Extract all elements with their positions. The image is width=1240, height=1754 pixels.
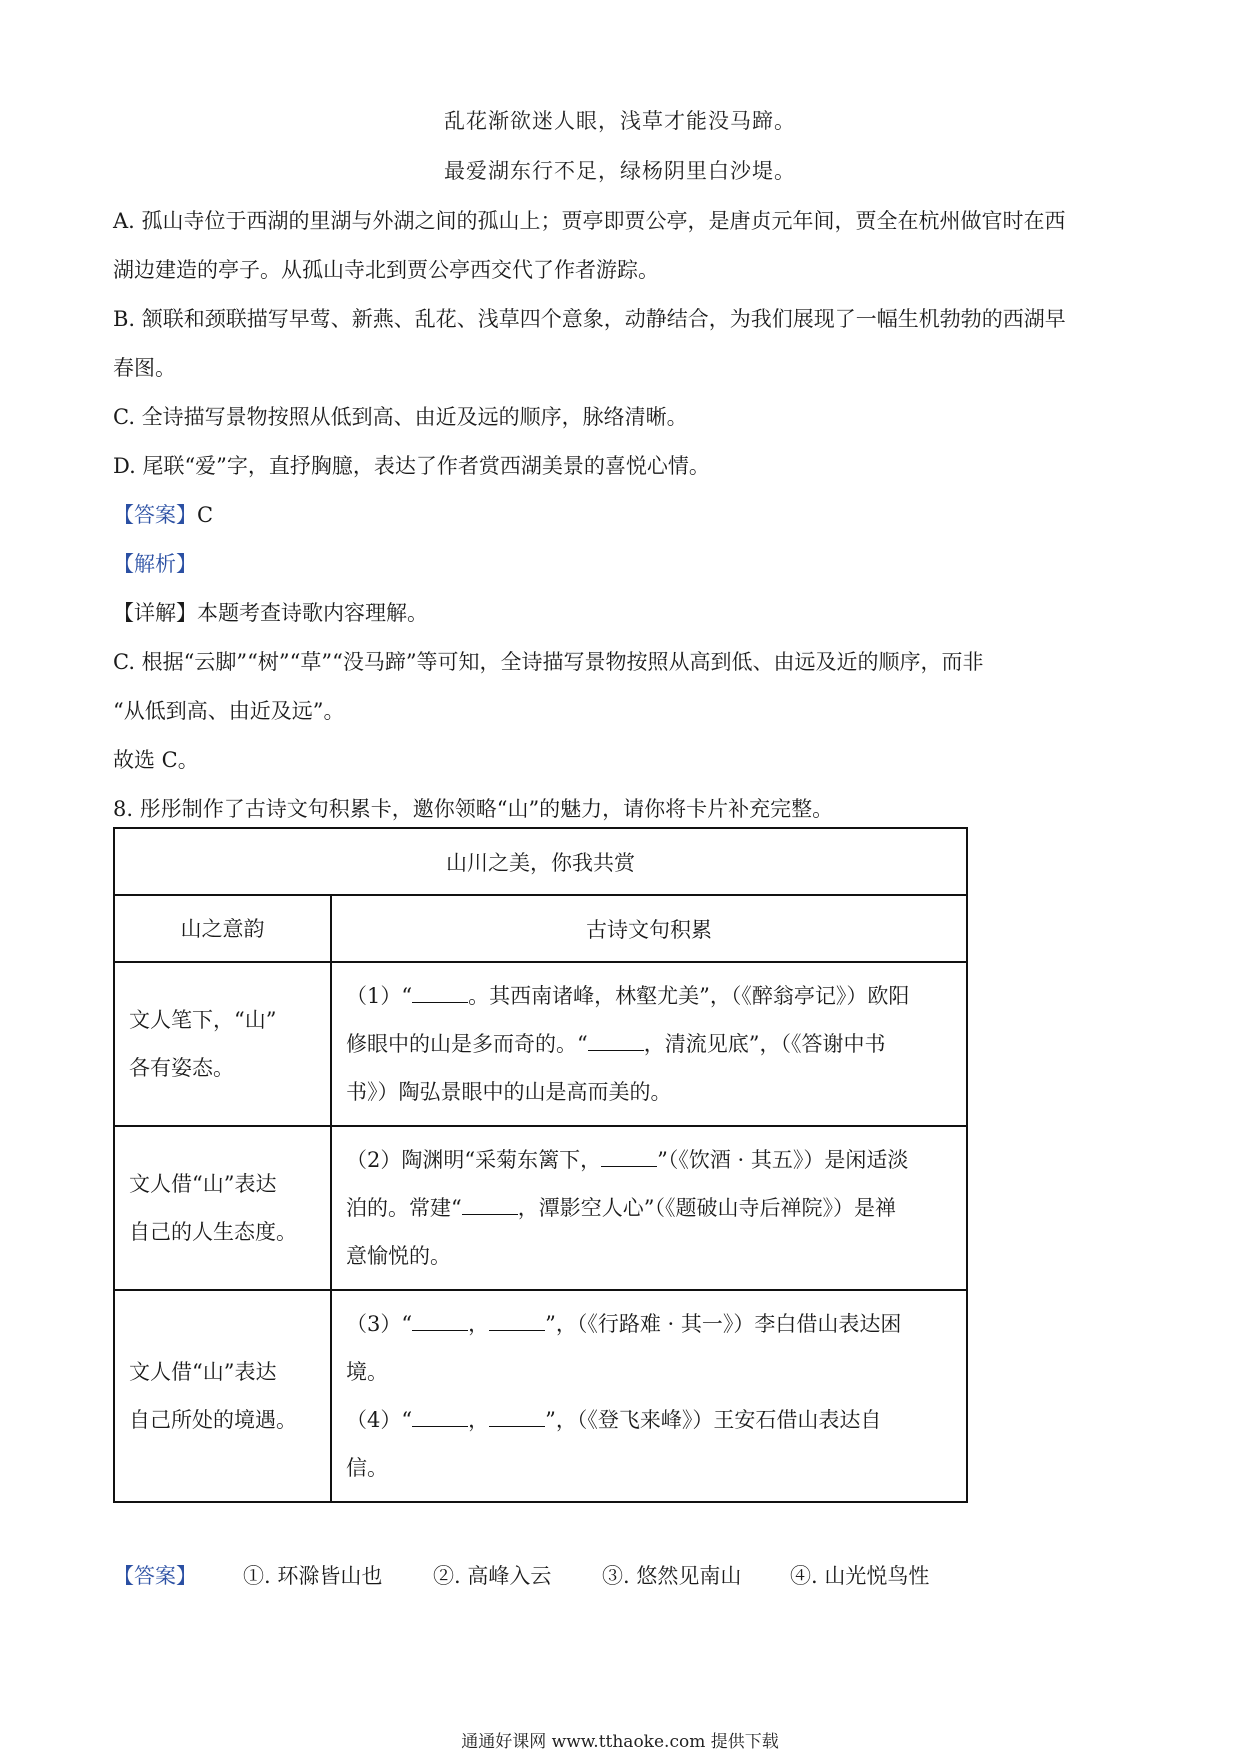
r2-c: 泊的。常建“ bbox=[346, 1196, 462, 1220]
poem-line-1: 乱花渐欲迷人眼，浅草才能没马蹄。 bbox=[444, 109, 796, 133]
accumulation-card-table bbox=[113, 827, 968, 1503]
row1-category bbox=[114, 962, 331, 1126]
fill-blank[interactable] bbox=[412, 1312, 468, 1331]
row3-category-line-2: 自己所处的境遇。 bbox=[129, 1408, 297, 1432]
row2-category-line-1: 文人借“山”表达 bbox=[129, 1172, 277, 1196]
fill-blank[interactable] bbox=[412, 984, 468, 1003]
r1-b: 。其西南诸峰，林壑尤美”，（《醉翁亭记》）欧阳 bbox=[468, 984, 910, 1008]
q8-answer-4: ④. 山光悦鸟性 bbox=[790, 1564, 930, 1588]
r1-c: 修眼中的山是多而奇的。“ bbox=[346, 1032, 588, 1056]
q8-stem: 8. 彤彤制作了古诗文句积累卡，邀你领略“山”的魅力，请你将卡片补充完整。 bbox=[113, 797, 834, 821]
analysis-tag: 【解析】 bbox=[113, 552, 197, 576]
row1-category-line-2: 各有姿态。 bbox=[129, 1056, 234, 1080]
r3-b: ， bbox=[468, 1312, 490, 1336]
r3-d: 境。 bbox=[346, 1360, 388, 1384]
row1-category-line-1: 文人笔下，“山” bbox=[129, 1008, 277, 1032]
r4-b: ， bbox=[468, 1408, 490, 1432]
row3-category bbox=[114, 1290, 331, 1502]
r3-c: ”，（《行路难 · 其一》）李白借山表达困 bbox=[545, 1312, 902, 1336]
answer-value: C bbox=[197, 503, 214, 527]
detail-line: 【详解】本题考查诗歌内容理解。 bbox=[113, 601, 428, 625]
r1-d: ，清流见底”，（《答谢中书 bbox=[643, 1032, 886, 1056]
col-header-2: 古诗文句积累 bbox=[331, 895, 967, 962]
option-c: C. 全诗描写景物按照从低到高、由近及远的顺序，脉络清晰。 bbox=[113, 405, 688, 429]
page-footer: 通通好课网 www.tthaoke.com 提供下载 bbox=[461, 1732, 779, 1752]
row2-content bbox=[331, 1126, 967, 1290]
row2-category bbox=[114, 1126, 331, 1290]
option-a-line-2: 湖边建造的亭子。从孤山寺北到贾公亭西交代了作者游踪。 bbox=[113, 258, 659, 282]
r4-a: （4）“ bbox=[346, 1408, 413, 1432]
option-b-line-2: 春图。 bbox=[113, 356, 176, 380]
r4-d: 信。 bbox=[346, 1456, 388, 1480]
option-a-line-1: A. 孤山寺位于西湖的里湖与外湖之间的孤山上；贾亭即贾公亭，是唐贞元年间，贾全在杭州做官时在西 bbox=[113, 209, 1066, 233]
row1-content bbox=[331, 962, 967, 1126]
r4-c: ”，（《登飞来峰》）王安石借山表达自 bbox=[545, 1408, 882, 1432]
q8-answer-tag: 【答案】 bbox=[113, 1564, 197, 1588]
q7-answer bbox=[113, 499, 213, 529]
r2-e: 意愉悦的。 bbox=[346, 1244, 451, 1268]
fill-blank[interactable] bbox=[601, 1148, 657, 1167]
fill-blank[interactable] bbox=[412, 1408, 468, 1427]
row3-content bbox=[331, 1290, 967, 1502]
fill-blank[interactable] bbox=[462, 1196, 518, 1215]
r3-a: （3）“ bbox=[346, 1312, 413, 1336]
r1-e: 书》）陶弘景眼中的山是高而美的。 bbox=[346, 1080, 672, 1104]
row3-category-line-1: 文人借“山”表达 bbox=[129, 1360, 277, 1384]
explain-line-1: C. 根据“云脚”“树”“草”“没马蹄”等可知，全诗描写景物按照从高到低、由远及近的顺序，而非 bbox=[113, 650, 984, 674]
q8-answer-2: ②. 高峰入云 bbox=[433, 1564, 552, 1588]
conclusion: 故选 C。 bbox=[113, 748, 199, 772]
r2-d: ，潭影空人心”（《题破山寺后禅院》）是禅 bbox=[517, 1196, 896, 1220]
r2-a: （2）陶渊明“采菊东篱下， bbox=[346, 1148, 602, 1172]
col-header-1: 山之意韵 bbox=[114, 895, 331, 962]
answer-tag: 【答案】 bbox=[113, 503, 197, 527]
fill-blank[interactable] bbox=[489, 1312, 545, 1331]
r2-b: ”（《饮酒 · 其五》）是闲适淡 bbox=[657, 1148, 909, 1172]
option-d: D. 尾联“爱”字，直抒胸臆，表达了作者赏西湖美景的喜悦心情。 bbox=[113, 454, 710, 478]
fill-blank[interactable] bbox=[489, 1408, 545, 1427]
card-title: 山川之美，你我共赏 bbox=[114, 828, 967, 895]
explain-line-2: “从低到高、由近及远”。 bbox=[113, 699, 345, 723]
fill-blank[interactable] bbox=[588, 1032, 644, 1051]
q8-answer-1: ①. 环滁皆山也 bbox=[243, 1564, 383, 1588]
row2-category-line-2: 自己的人生态度。 bbox=[129, 1220, 297, 1244]
option-b-line-1: B. 颔联和颈联描写早莺、新燕、乱花、浅草四个意象，动静结合，为我们展现了一幅生机勃勃的西湖早 bbox=[113, 307, 1066, 331]
q8-answer-3: ③. 悠然见南山 bbox=[602, 1564, 742, 1588]
r1-a: （1）“ bbox=[346, 984, 413, 1008]
poem-line-2: 最爱湖东行不足，绿杨阴里白沙堤。 bbox=[444, 159, 796, 183]
